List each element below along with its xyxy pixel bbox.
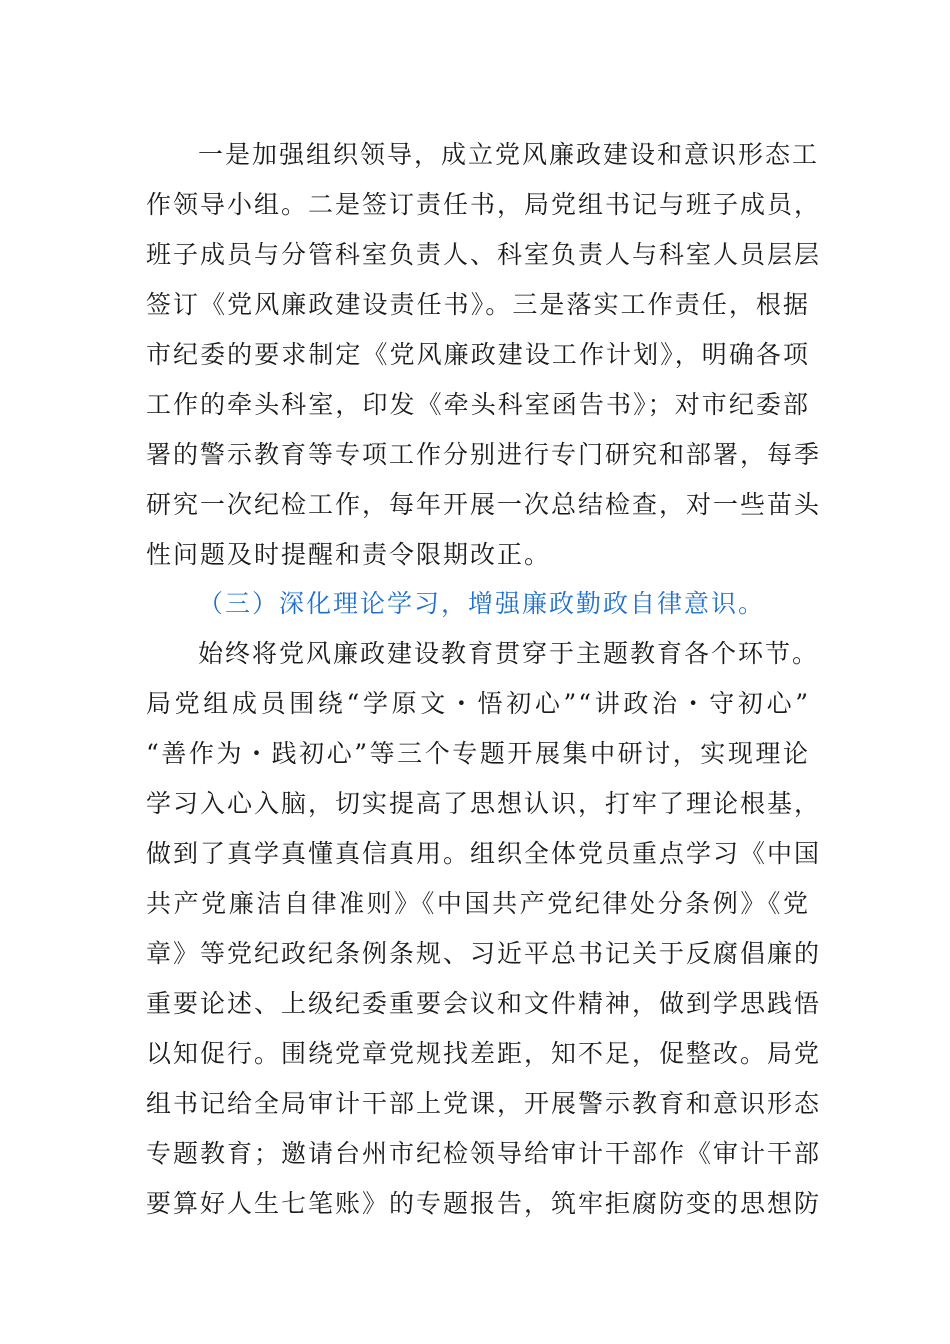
- paragraph-line: 署的警示教育等专项工作分别进行专门研究和部署，每季: [146, 440, 822, 469]
- paragraph-line: 研究一次纪检工作，每年开展一次总结检查，对一些苗头: [146, 490, 822, 519]
- paragraph-line: 重要论述、上级纪委重要会议和文件精神，做到学思践悟: [146, 989, 822, 1018]
- paragraph-responsibility: [146, 130, 822, 580]
- paragraph-line: 始终将党风廉政建设教育贯穿于主题教育各个环节。: [198, 639, 820, 668]
- paragraph-line: 作领导小组。二是签订责任书，局党组书记与班子成员，: [146, 190, 822, 219]
- paragraph-line: 以知促行。围绕党章党规找差距，知不足，促整改。局党: [146, 1039, 822, 1068]
- paragraph-line: 一是加强组织领导，成立党风廉政建设和意识形态工: [198, 140, 820, 169]
- paragraph-line: 要算好人生七笔账》的专题报告，筑牢拒腐防变的思想防: [146, 1189, 822, 1218]
- paragraph-line: 工作的牵头科室，印发《牵头科室函告书》；对市纪委部: [146, 390, 810, 419]
- paragraph-line: 学习入心入脑，切实提高了思想认识，打牢了理论根基，: [146, 789, 822, 818]
- paragraph-line: 章》等党纪政纪条例条规、习近平总书记关于反腐倡廉的: [146, 939, 822, 968]
- paragraph-line: 专题教育；邀请台州市纪检领导给审计干部作《审计干部: [146, 1139, 822, 1168]
- paragraph-line: 组书记给全局审计干部上党课，开展警示教育和意识形态: [146, 1089, 822, 1118]
- paragraph-line: 局党组成员围绕“学原文・悟初心”“讲政治・守初心”: [146, 689, 810, 718]
- paragraph-theory-study: [146, 629, 822, 1229]
- paragraph-line: “善作为・践初心”等三个专题开展集中研讨，实现理论: [146, 739, 810, 768]
- paragraph-line: 市纪委的要求制定《党风廉政建设工作计划》，明确各项: [146, 340, 810, 369]
- paragraph-line: 班子成员与分管科室负责人、科室负责人与科室人员层层: [146, 240, 822, 269]
- paragraph-line: 做到了真学真懂真信真用。组织全体党员重点学习《中国: [146, 839, 822, 868]
- section-heading: （三）深化理论学习，增强廉政勤政自律意识。: [198, 589, 766, 618]
- paragraph-line: 性问题及时提醒和责令限期改正。: [146, 540, 552, 569]
- paragraph-line: 签订《党风廉政建设责任书》。三是落实工作责任，根据: [146, 290, 810, 319]
- paragraph-line: 共产党廉洁自律准则》《中国共产党纪律处分条例》《党: [146, 889, 810, 918]
